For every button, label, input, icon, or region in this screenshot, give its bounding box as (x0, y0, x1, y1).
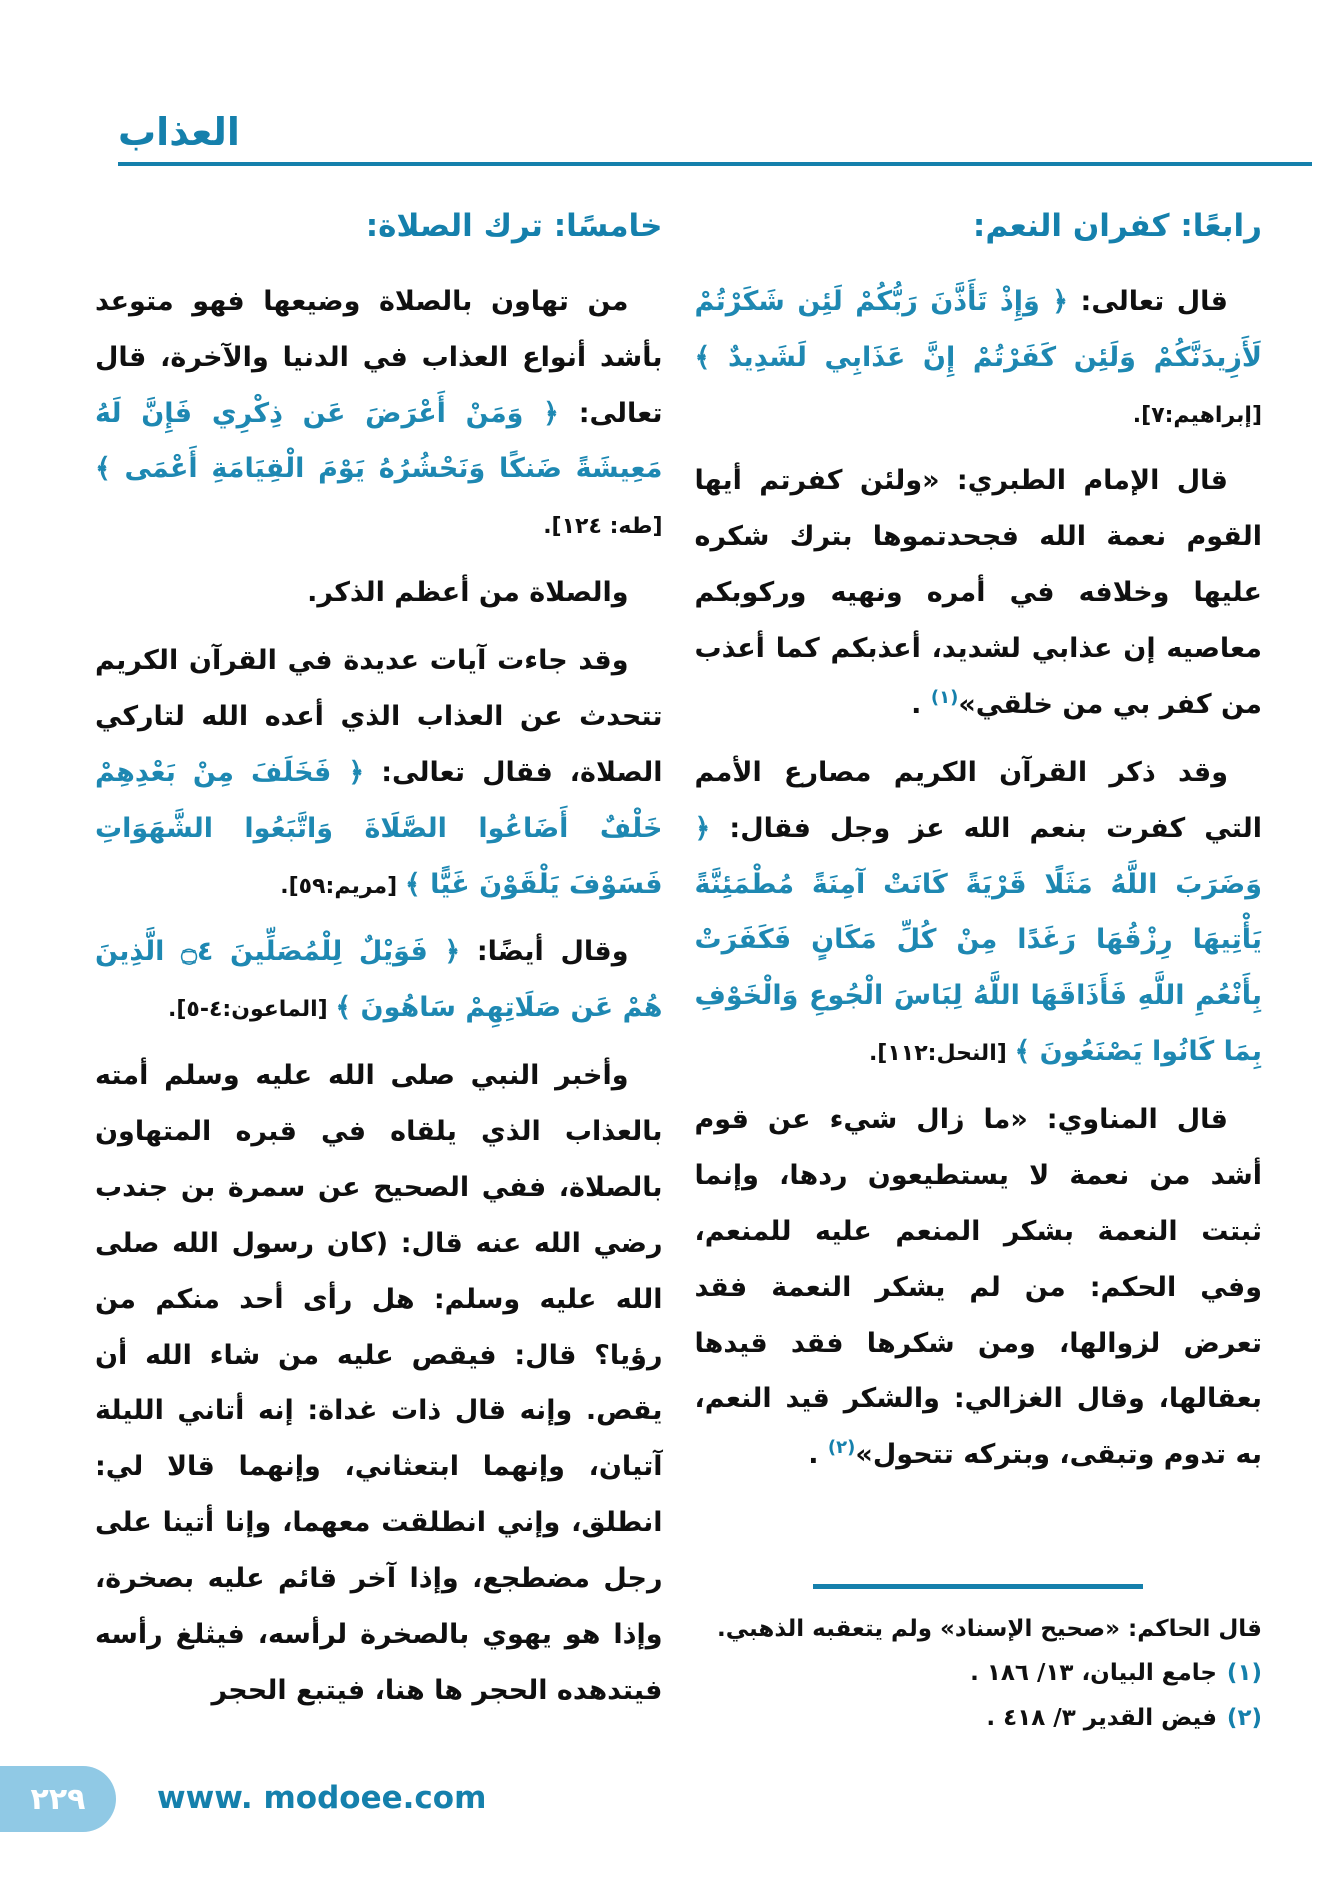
section-heading-fourth: رابعًا: كفران النعم: (972, 207, 1262, 244)
running-title: العذاب (118, 110, 240, 154)
body-text-run: . (911, 688, 931, 720)
footnote-number: (٢) (1226, 1704, 1262, 1731)
section-heading-fifth: خامسًا: ترك الصلاة: (365, 207, 663, 244)
website-url: www. modoee.com (157, 1780, 487, 1816)
paragraph (695, 745, 1263, 1080)
verse-reference: [النحل:١١٢]. (868, 1041, 1015, 1067)
body-text-run: وقد ذكر القرآن الكريم مصارع الأمم التي كفرت بنعم الله عز وجل فقال: (694, 756, 1262, 844)
paragraph (695, 1092, 1263, 1483)
body-text-run: والصلاة من أعظم الذكر. (307, 577, 629, 609)
paragraph (695, 453, 1263, 732)
quran-verse: ﴿ وَمَنْ أَعْرَضَ عَن ذِكْرِي فَإِنَّ لَهُ مَعِيشَةً ضَنكًا وَنَحْشُرُهُ يَوْمَ الْقِيَامَةِ أَعْمَى ﴾ (95, 397, 663, 485)
page-number-badge (0, 1766, 116, 1832)
quran-verse: ﴿ فَوَيْلٌ لِلْمُصَلِّينَ ۝٤ الَّذِينَ هُمْ عَن صَلَاتِهِمْ سَاهُونَ ﴾ (95, 936, 663, 1024)
body-text-run: من تهاون بالصلاة وضيعها فهو متوعد بأشد أنواع العذاب في الدنيا والآخرة، قال تعالى: (95, 285, 663, 429)
body-text-run: . (808, 1439, 828, 1471)
footnote-continuation: قال الحاكم: «صحيح الإسناد» ولم يتعقبه الذهبي. (717, 1616, 1262, 1643)
body-text-run: قال الإمام الطبري: «ولئن كفرتم أيها القوم نعمة الله فجحدتموها بترك شكره عليها وخلافه في أمره ونهيه وركوبكم معاصيه إن عذابي لشديد، أعذبكم كما أعذب من كفر بي من خلقي» (694, 465, 1262, 720)
body-text-run: قال تعالى: (1068, 285, 1228, 317)
body-text-run: وأخبر النبي صلى الله عليه وسلم أمته بالعذاب الذي يلقاه في قبره المتهاون بالصلاة، ففي الصحيح عن سمرة بن جندب رضي الله عنه قال: (كان رسول الله صلى الله عليه وسلم: هل رأى أحد منكم من رؤيا؟ قال: فيقص عليه من شاء الله أن يقص. وإنه قال ذات غداة: إنه أتاني الليلة آتيان، وإنهما ابتعثاني، وإنهما قالا لي: انطلق، وإني انطلقت معهما، وإنا أتينا على رجل مضطجع، وإذا آخر قائم عليه بصخرة، وإذا هو يهوي بالصخرة لرأسه، فيثلغ رأسه فيتدهده الحجر ها هنا، فيتبع الحجر (95, 1060, 663, 1706)
paragraph (95, 633, 663, 912)
footnote-item (695, 1653, 1263, 1693)
footnote-item (695, 1698, 1263, 1738)
page-number: ٢٢٩ (30, 1781, 86, 1817)
two-column-layout (0, 166, 1339, 1752)
quran-verse: ﴿ وَإِذْ تَأَذَّنَ رَبُّكُمْ لَئِن شَكَرْتُمْ لَأَزِيدَنَّكُمْ وَلَئِن كَفَرْتُمْ إِنَّ عَذَابِي لَشَدِيدٌ ﴾ (694, 285, 1262, 373)
body-text-run: وقال أيضًا: (460, 936, 629, 968)
paragraph (695, 274, 1263, 442)
footnote-marker: (١) (930, 686, 959, 708)
body-text-run: قال المناوي: «ما زال شيء عن قوم أشد من نعمة لا يستطيعون ردها، وإنما ثبتت النعمة بشكر المنعم عليه للمنعم، وفي الحكم: من لم يشكر النعمة فقد تعرض لزوالها، ومن شكرها فقد قيدها بعقالها، وقال الغزالي: والشكر قيد النعم، به تدوم وتبقى، وبتركه تتحول» (694, 1104, 1262, 1471)
footnote-separator-rule (813, 1584, 1143, 1589)
footnote-text: فيض القدير ٣/ ٤١٨ . (986, 1704, 1217, 1731)
paragraph (95, 274, 663, 553)
paragraph (95, 565, 663, 621)
paragraph (95, 924, 663, 1036)
footnote-number: (١) (1226, 1660, 1262, 1687)
verse-reference: [طه: ١٢٤]. (543, 514, 663, 540)
quran-verse: ﴿ فَخَلَفَ مِنْ بَعْدِهِمْ خَلْفٌ أَضَاعُوا الصَّلَاةَ وَاتَّبَعُوا الشَّهَوَاتِ فَسَوْفَ يَلْقَوْنَ غَيًّا ﴾ (95, 756, 663, 900)
footnote-text: جامع البيان، ١٣/ ١٨٦ . (970, 1660, 1217, 1687)
column-left (95, 182, 663, 1752)
verse-reference: [مريم:٥٩]. (280, 873, 405, 899)
column-right (695, 182, 1263, 1752)
page-header (0, 0, 1339, 166)
quran-verse: ﴿ وَضَرَبَ اللَّهُ مَثَلًا قَرْيَةً كَانَتْ آمِنَةً مُطْمَئِنَّةً يَأْتِيهَا رِزْقُهَا رَغَدًا مِنْ كُلِّ مَكَانٍ فَكَفَرَتْ بِأَنْعُمِ اللَّهِ فَأَذَاقَهَا اللَّهُ لِبَاسَ الْجُوعِ وَالْخَوْفِ بِمَا كَانُوا يَصْنَعُونَ ﴾ (694, 812, 1262, 1068)
verse-reference: [إبراهيم:٧]. (1132, 402, 1262, 428)
footnote-marker: (٢) (827, 1437, 856, 1459)
verse-reference: [الماعون:٤-٥]. (167, 997, 336, 1023)
footnotes-block (695, 1584, 1263, 1752)
body-text-run: وقد جاءت آيات عديدة في القرآن الكريم تتحدث عن العذاب الذي أعده الله لتاركي الصلاة، فقال تعالى: (95, 645, 663, 788)
paragraph (95, 1048, 663, 1719)
